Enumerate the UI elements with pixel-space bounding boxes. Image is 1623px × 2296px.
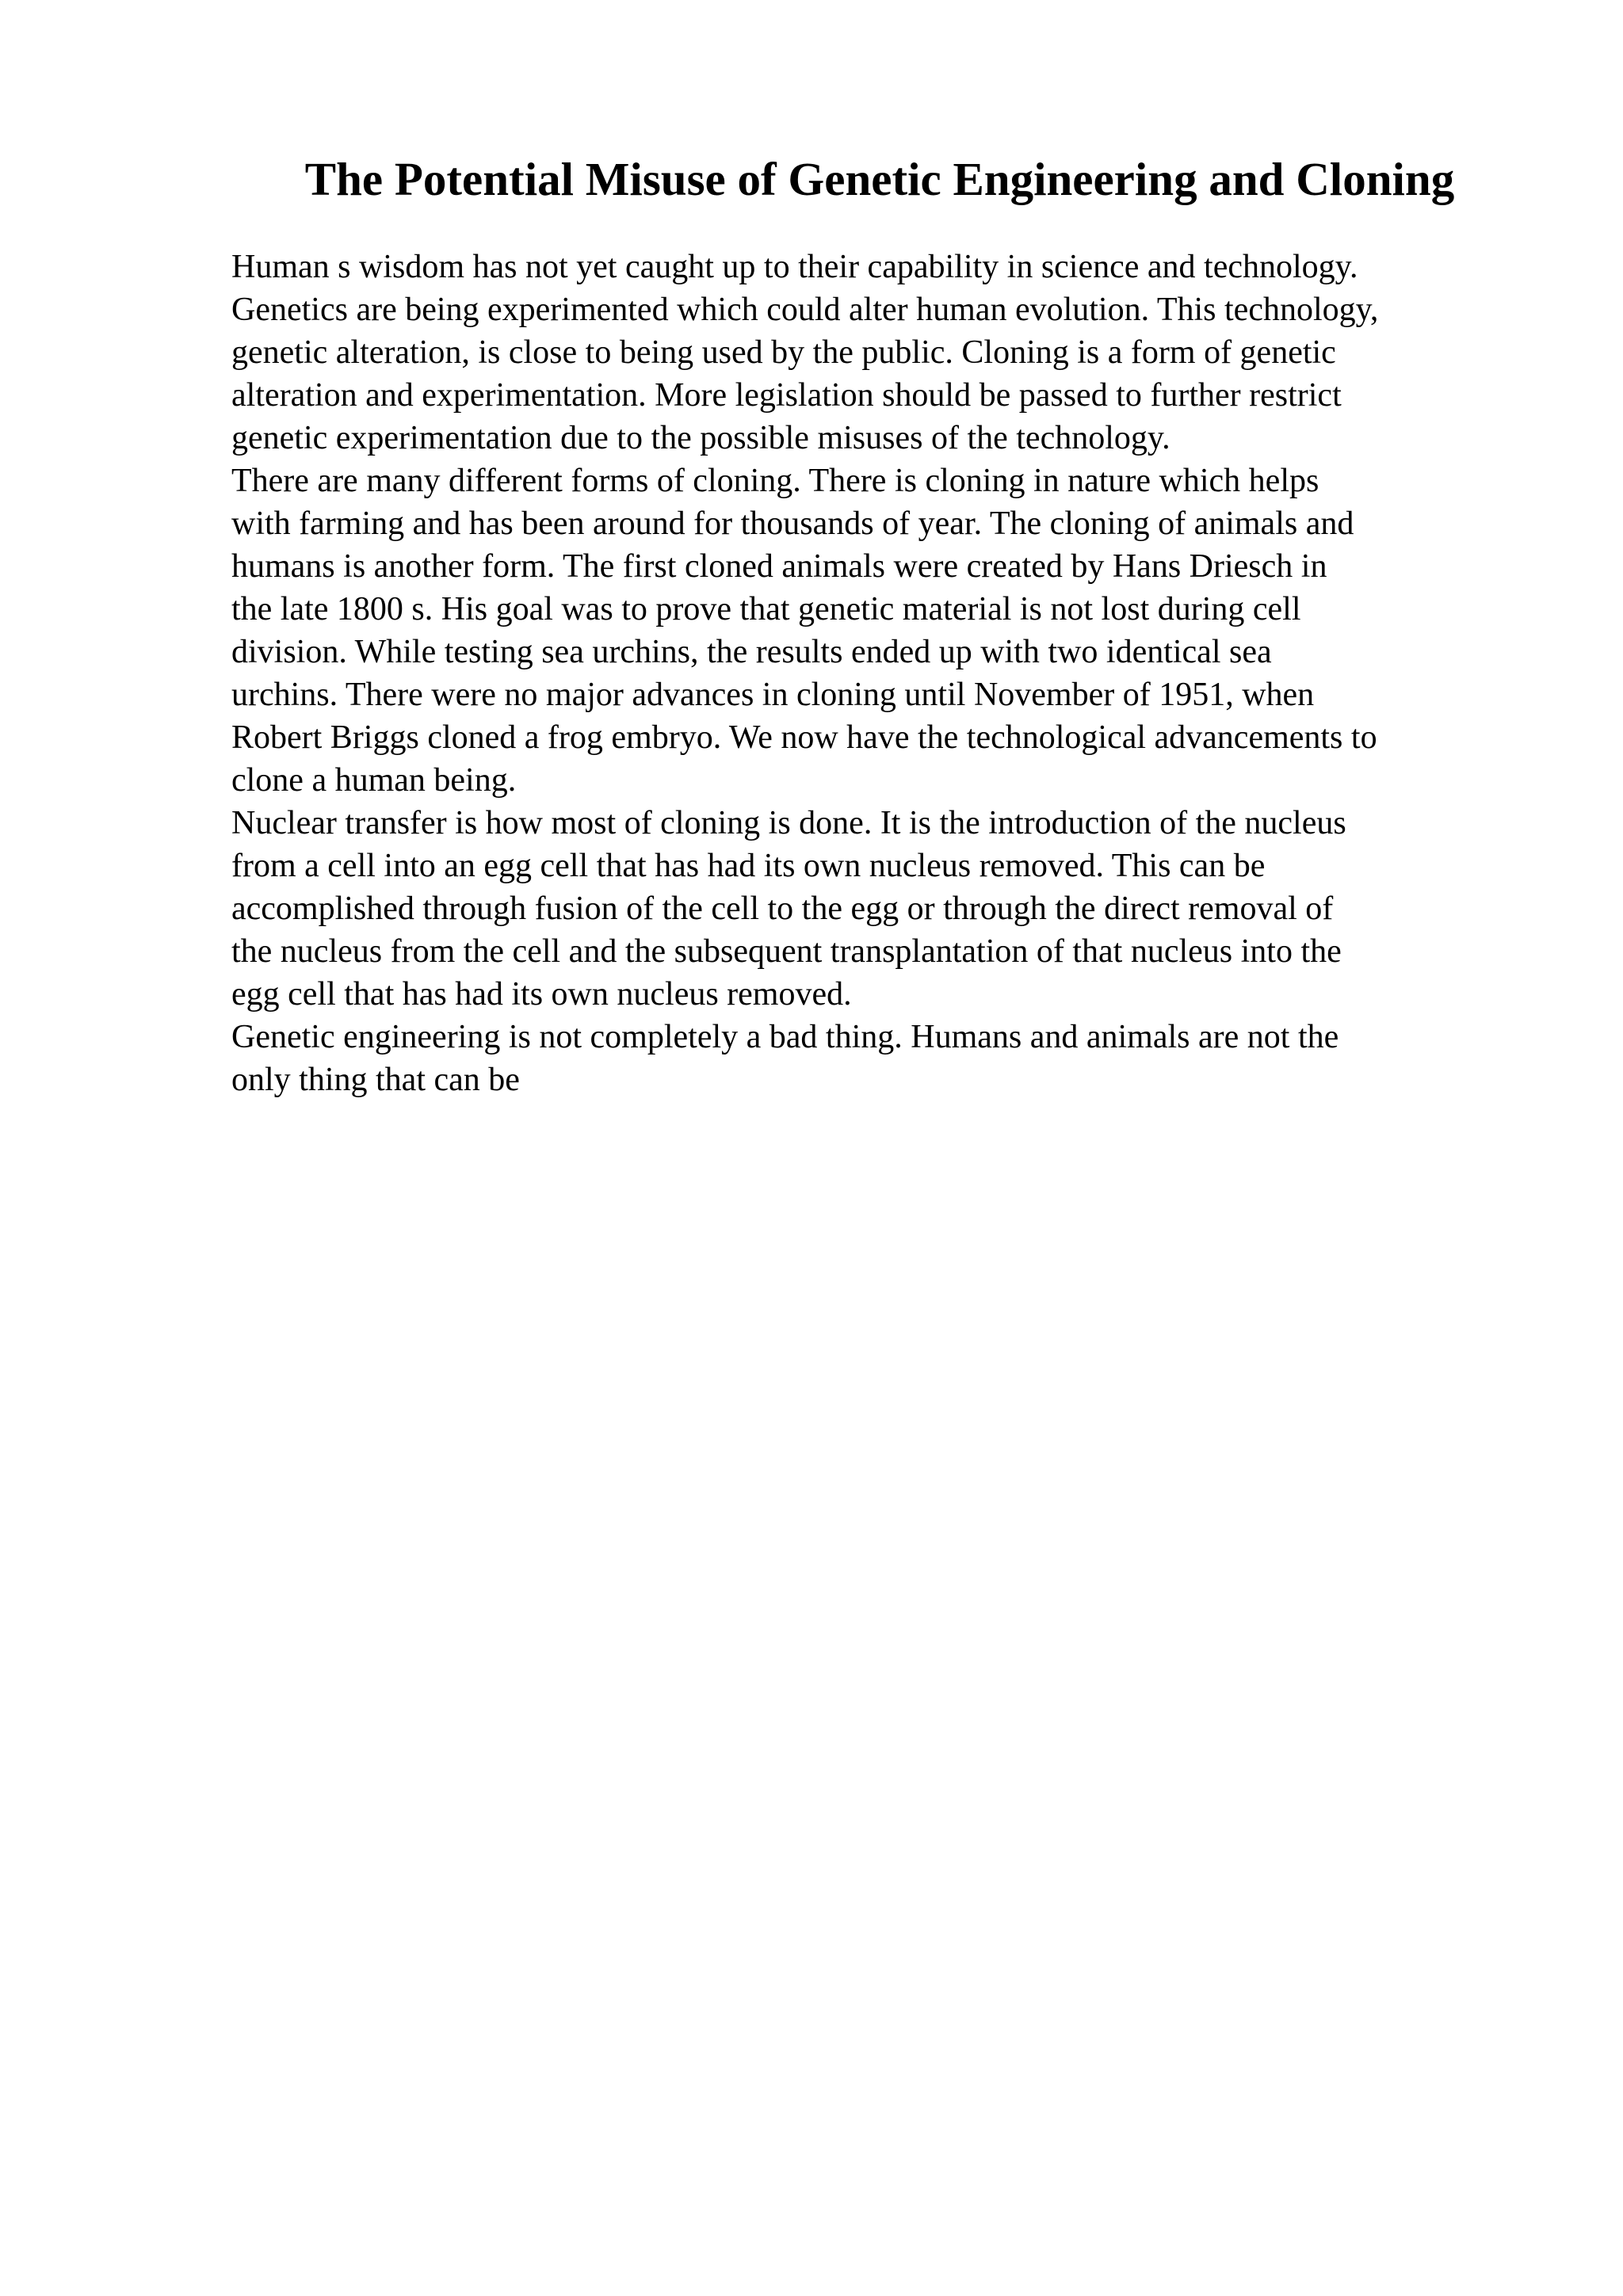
body-line: the nucleus from the cell and the subsequent transplantation of that nucleus into the	[231, 933, 1342, 970]
body-line: humans is another form. The first cloned animals were created by Hans Driesch in	[231, 548, 1327, 585]
body-line: division. While testing sea urchins, the results ended up with two identical sea	[231, 634, 1272, 670]
body-line: genetic experimentation due to the possible misuses of the technology.	[231, 420, 1170, 456]
body-line: clone a human being.	[231, 762, 517, 799]
body-line: the late 1800 s. His goal was to prove that genetic material is not lost during cell	[231, 591, 1301, 627]
body-line: from a cell into an egg cell that has had its own nucleus removed. This can be	[231, 848, 1266, 884]
document-body	[231, 246, 1531, 1101]
body-line: with farming and has been around for thousands of year. The cloning of animals and	[231, 505, 1354, 542]
body-line: Robert Briggs cloned a frog embryo. We now have the technological advancements to	[231, 719, 1377, 756]
document-title: The Potential Misuse of Genetic Engineering and Cloning	[304, 153, 1455, 205]
body-line: alteration and experimentation. More legislation should be passed to further restrict	[231, 377, 1342, 414]
body-line: Genetics are being experimented which could alter human evolution. This technology,	[231, 292, 1379, 328]
body-line: urchins. There were no major advances in cloning until November of 1951, when	[231, 677, 1315, 713]
body-line: accomplished through fusion of the cell to the egg or through the direct removal of	[231, 891, 1334, 927]
body-line: Nuclear transfer is how most of cloning is done. It is the introduction of the nucleus	[231, 805, 1346, 841]
body-line: genetic alteration, is close to being used by the public. Cloning is a form of genetic	[231, 334, 1336, 371]
body-line: egg cell that has had its own nucleus removed.	[231, 976, 852, 1013]
body-line: There are many different forms of cloning. There is cloning in nature which helps	[231, 463, 1319, 499]
body-line: Human s wisdom has not yet caught up to their capability in science and technology.	[231, 249, 1358, 285]
body-line: Genetic engineering is not completely a bad thing. Humans and animals are not the	[231, 1019, 1339, 1055]
body-line: only thing that can be	[231, 1062, 520, 1098]
